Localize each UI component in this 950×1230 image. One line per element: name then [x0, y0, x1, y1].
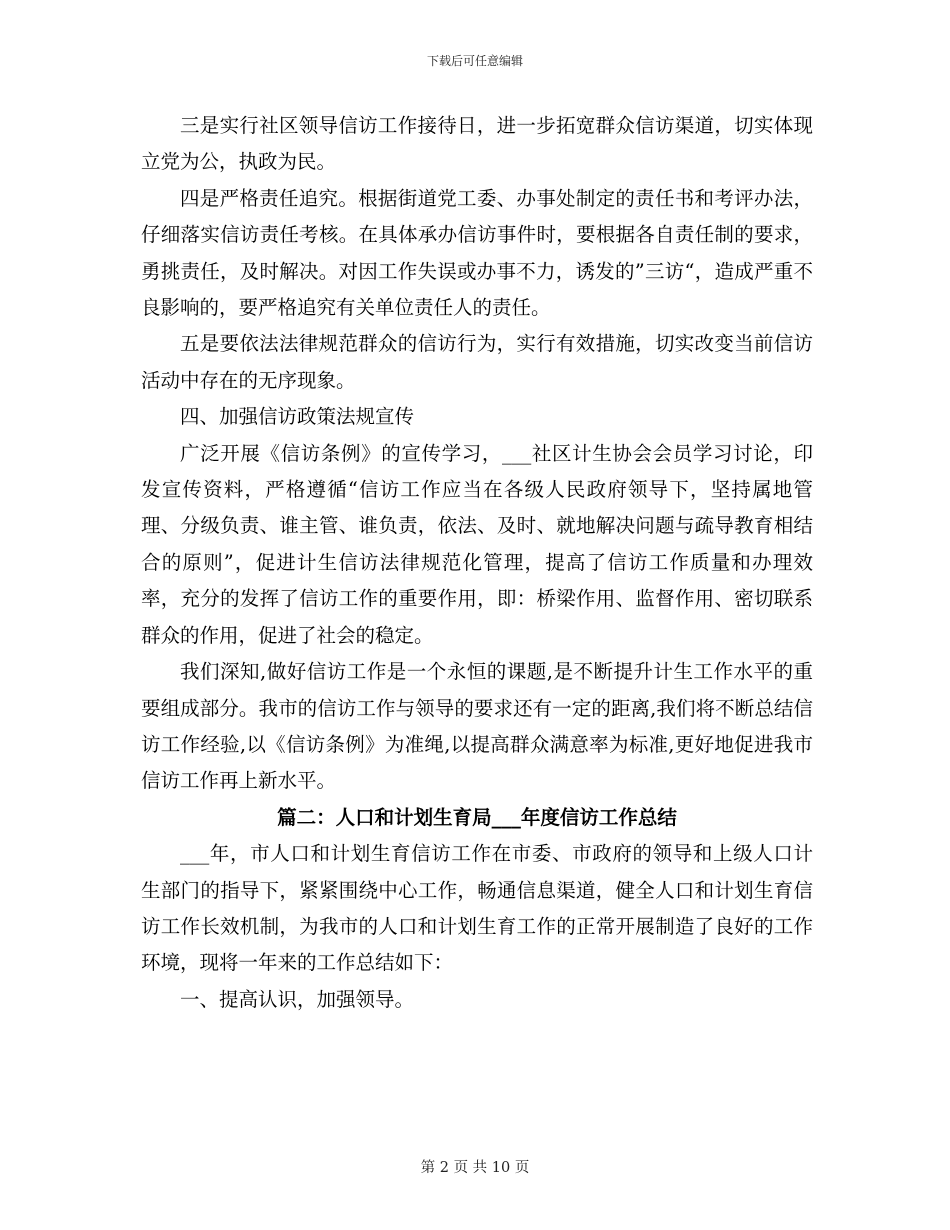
paragraph-point-three: 三是实行社区领导信访工作接待日，进一步拓宽群众信访渠道，切实体现立党为公，执政为民。	[141, 114, 813, 174]
paragraph-regulation-study: 广泛开展《信访条例》的宣传学习，___社区计生协会会员学习讨论，印发宣传资料，严格遵循“信访工作应当在各级人民政府领导下，坚持属地管理、分级负责、谁主管、谁负责，依法、及时、就地解决问题与疏导教育相结合的原则”，促进计生信访法律规范化管理，提高了信访工作质量和办理效率，充分的发挥了信访工作的重要作用，即：桥梁作用、监督作用、密切联系群众的作用，促进了社会的稳定。	[141, 441, 813, 647]
page-number-footer: 第 2 页 共 10 页	[420, 1160, 530, 1176]
subheading-policy-publicity: 四、加强信访政策法规宣传	[180, 405, 415, 429]
paragraph-point-four: 四是严格责任追究。根据街道党工委、办事处制定的责任书和考评办法，仔细落实信访责任考核。在具体承办信访事件时，要根据各自责任制的要求，勇挑责任，及时解决。对因工作失误或办事不力，诱发的”三访“，造成严重不良影响的，要严格追究有关单位责任人的责任。	[141, 186, 813, 320]
paragraph-conclusion: 我们深知,做好信访工作是一个永恒的课题,是不断提升计生工作水平的重要组成部分。我市的信访工作与领导的要求还有一定的距离,我们将不断总结信访工作经验,以《信访条例》为准绳,以提高群众满意率为标准,更好地促进我市信访工作再上新水平。	[141, 660, 813, 793]
subheading-leadership: 一、提高认识，加强领导。	[180, 987, 415, 1011]
page-header: 下载后可任意编辑	[426, 54, 523, 68]
paragraph-section-intro: ___年，市人口和计划生育信访工作在市委、市政府的领导和上级人口计生部门的指导下，紧紧围绕中心工作，畅通信息渠道，健全人口和计划生育信访工作长效机制，为我市的人口和计划生育工作的正常开展制造了良好的工作环境，现将一年来的工作总结如下：	[141, 842, 813, 975]
section-title: 篇二：人口和计划生育局___年度信访工作总结	[277, 805, 677, 829]
document-body	[141, 108, 813, 1018]
paragraph-point-five: 五是要依法法律规范群众的信访行为，实行有效措施，切实改变当前信访活动中存在的无序现象。	[141, 332, 813, 392]
